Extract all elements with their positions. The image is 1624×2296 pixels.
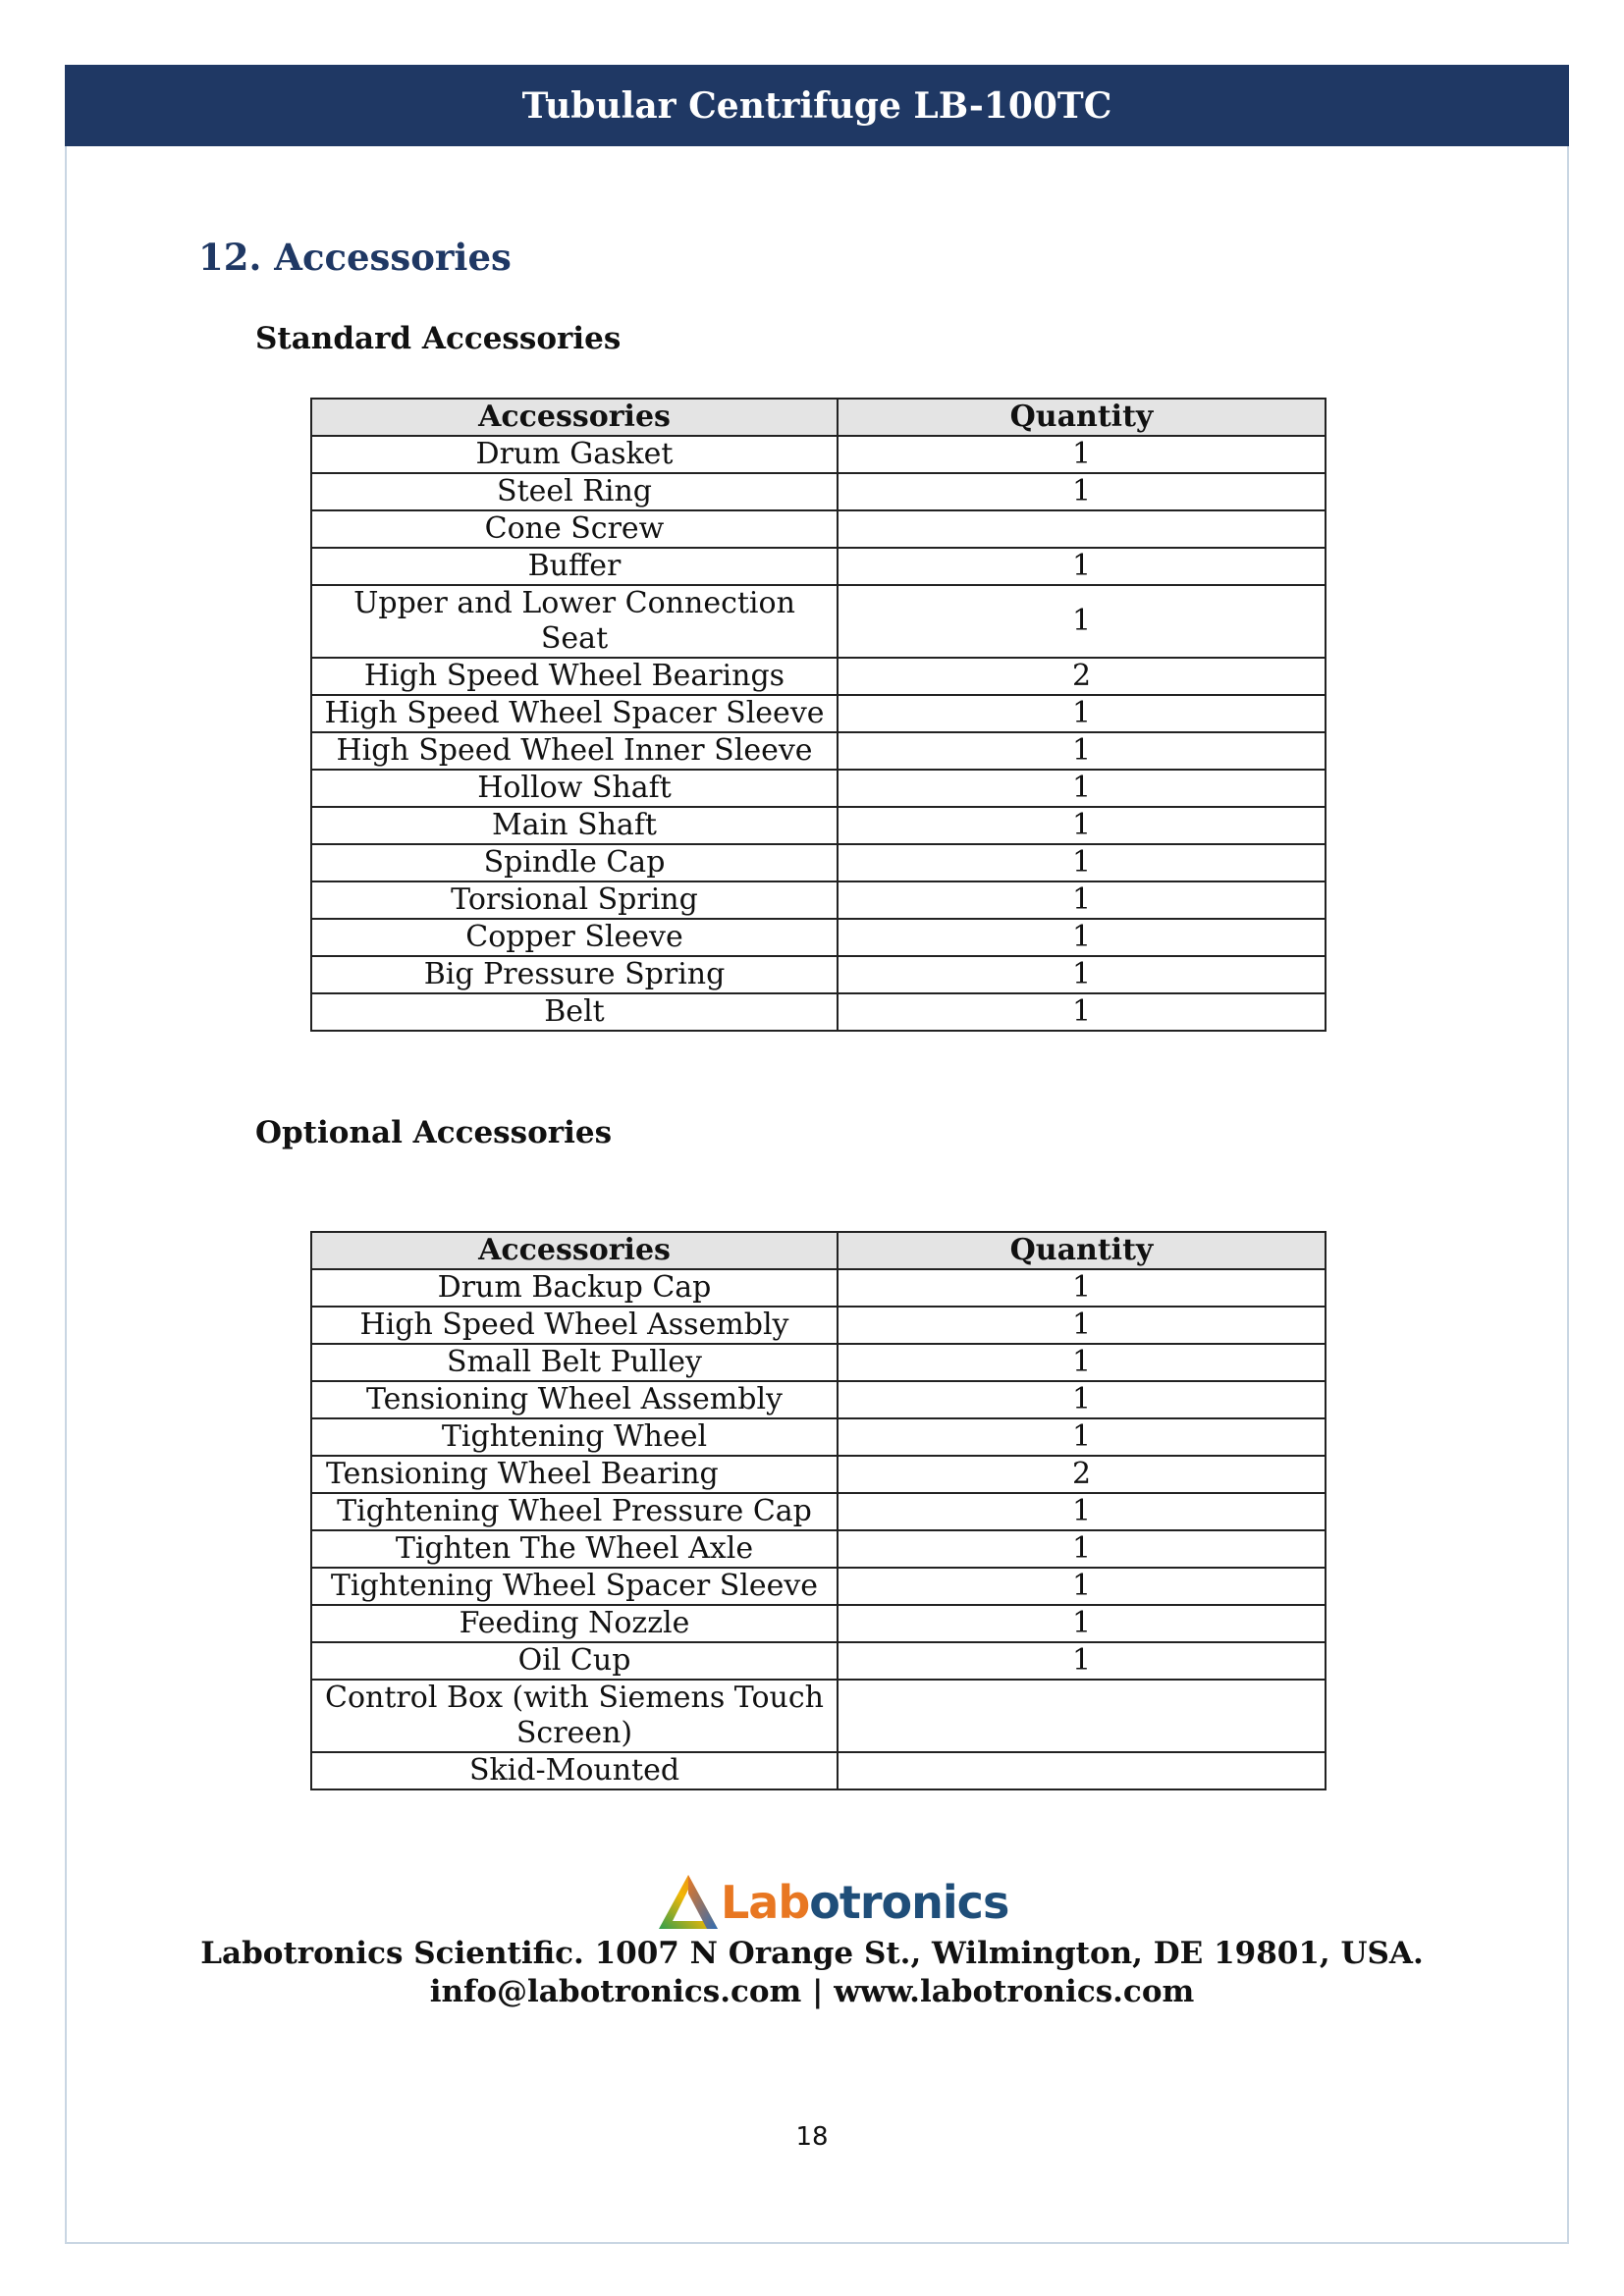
accessory-name-cell: Steel Ring [311, 473, 838, 510]
footer-contact: info@labotronics.com | www.labotronics.com [429, 1974, 1195, 2009]
accessory-name-cell: Copper Sleeve [311, 919, 838, 956]
accessory-name-cell: Belt [311, 993, 838, 1031]
table-row [311, 1568, 1326, 1605]
quantity-cell: 1 [838, 1605, 1326, 1642]
quantity-cell: 1 [838, 695, 1326, 732]
table-row [311, 919, 1326, 956]
section-title: 12. Accessories [198, 236, 512, 279]
table-row [311, 993, 1326, 1031]
optional-accessories-table [310, 1231, 1326, 1790]
table-header-row [311, 399, 1326, 436]
accessory-name-cell: Small Belt Pulley [311, 1344, 838, 1381]
quantity-cell: 1 [838, 1418, 1326, 1456]
accessory-name-cell: Drum Backup Cap [311, 1269, 838, 1307]
quantity-cell: 2 [838, 1456, 1326, 1493]
accessory-name-cell: High Speed Wheel Bearings [311, 658, 838, 695]
standard-accessories-heading: Standard Accessories [255, 321, 622, 356]
quantity-cell: 1 [838, 1344, 1326, 1381]
accessory-name-cell: High Speed Wheel Assembly [311, 1307, 838, 1344]
table-row [311, 1269, 1326, 1307]
table-row [311, 770, 1326, 807]
document-header [65, 65, 1569, 146]
table-row [311, 881, 1326, 919]
quantity-cell [838, 510, 1326, 548]
accessory-name-cell: Cone Screw [311, 510, 838, 548]
accessory-name-cell: Main Shaft [311, 807, 838, 844]
quantity-cell: 1 [838, 473, 1326, 510]
quantity-cell: 1 [838, 956, 1326, 993]
accessory-name-cell: Tensioning Wheel Bearing [311, 1456, 838, 1493]
quantity-cell: 1 [838, 436, 1326, 473]
accessory-name-cell: High Speed Wheel Spacer Sleeve [311, 695, 838, 732]
table-row [311, 548, 1326, 585]
quantity-cell: 1 [838, 548, 1326, 585]
logo-wordmark [721, 1876, 1008, 1929]
table-row [311, 956, 1326, 993]
accessory-name-cell: Control Box (with Siemens Touch Screen) [311, 1680, 838, 1752]
quantity-cell [838, 1680, 1326, 1752]
column-header-quantity: Quantity [838, 1232, 1326, 1269]
table-row [311, 844, 1326, 881]
quantity-cell: 1 [838, 807, 1326, 844]
table-row [311, 1418, 1326, 1456]
quantity-cell: 1 [838, 770, 1326, 807]
accessory-name-cell: Hollow Shaft [311, 770, 838, 807]
table-row [311, 807, 1326, 844]
table-row [311, 1493, 1326, 1530]
table-row [311, 1456, 1326, 1493]
table-row [311, 1381, 1326, 1418]
quantity-cell: 1 [838, 1642, 1326, 1680]
quantity-cell: 1 [838, 732, 1326, 770]
quantity-cell [838, 1752, 1326, 1789]
table-row [311, 585, 1326, 658]
quantity-cell: 1 [838, 919, 1326, 956]
accessory-name-cell: Tighten The Wheel Axle [311, 1530, 838, 1568]
page-number: 18 [795, 2122, 829, 2152]
table-row [311, 473, 1326, 510]
quantity-cell: 2 [838, 658, 1326, 695]
quantity-cell: 1 [838, 844, 1326, 881]
column-header-quantity: Quantity [838, 399, 1326, 436]
table-row [311, 695, 1326, 732]
labotronics-logo [656, 1871, 1008, 1934]
table-row [311, 732, 1326, 770]
accessory-name-cell: Drum Gasket [311, 436, 838, 473]
quantity-cell: 1 [838, 1568, 1326, 1605]
logo-text-part1: Lab [721, 1876, 810, 1929]
accessory-name-cell: Oil Cup [311, 1642, 838, 1680]
standard-accessories-table [310, 398, 1326, 1032]
accessory-name-cell: Feeding Nozzle [311, 1605, 838, 1642]
accessory-name-cell: Tensioning Wheel Assembly [311, 1381, 838, 1418]
accessory-name-cell: Buffer [311, 548, 838, 585]
table-row [311, 436, 1326, 473]
table-row [311, 1642, 1326, 1680]
accessory-name-cell: Tightening Wheel Spacer Sleeve [311, 1568, 838, 1605]
quantity-cell: 1 [838, 1381, 1326, 1418]
quantity-cell: 1 [838, 585, 1326, 658]
accessory-name-cell: Upper and Lower Connection Seat [311, 585, 838, 658]
optional-accessories-heading: Optional Accessories [255, 1115, 613, 1150]
quantity-cell: 1 [838, 1307, 1326, 1344]
accessory-name-cell: Spindle Cap [311, 844, 838, 881]
accessory-name-cell: Torsional Spring [311, 881, 838, 919]
column-header-accessories: Accessories [311, 1232, 838, 1269]
quantity-cell: 1 [838, 1530, 1326, 1568]
quantity-cell: 1 [838, 993, 1326, 1031]
table-row [311, 510, 1326, 548]
document-title: Tubular Centrifuge LB-100TC [521, 84, 1112, 127]
table-row [311, 1752, 1326, 1789]
logo-text-part2: otronics [809, 1876, 1009, 1929]
triangle-logo-icon [656, 1872, 721, 1933]
table-row [311, 1680, 1326, 1752]
table-row [311, 1344, 1326, 1381]
table-row [311, 1530, 1326, 1568]
table-row [311, 1307, 1326, 1344]
accessory-name-cell: Tightening Wheel Pressure Cap [311, 1493, 838, 1530]
accessory-name-cell: High Speed Wheel Inner Sleeve [311, 732, 838, 770]
accessory-name-cell: Tightening Wheel [311, 1418, 838, 1456]
table-row [311, 658, 1326, 695]
accessory-name-cell: Skid-Mounted [311, 1752, 838, 1789]
footer-address: Labotronics Scientific. 1007 N Orange St., Wilmington, DE 19801, USA. [200, 1936, 1424, 1971]
table-row [311, 1605, 1326, 1642]
quantity-cell: 1 [838, 1269, 1326, 1307]
quantity-cell: 1 [838, 1493, 1326, 1530]
quantity-cell: 1 [838, 881, 1326, 919]
table-header-row [311, 1232, 1326, 1269]
column-header-accessories: Accessories [311, 399, 838, 436]
accessory-name-cell: Big Pressure Spring [311, 956, 838, 993]
